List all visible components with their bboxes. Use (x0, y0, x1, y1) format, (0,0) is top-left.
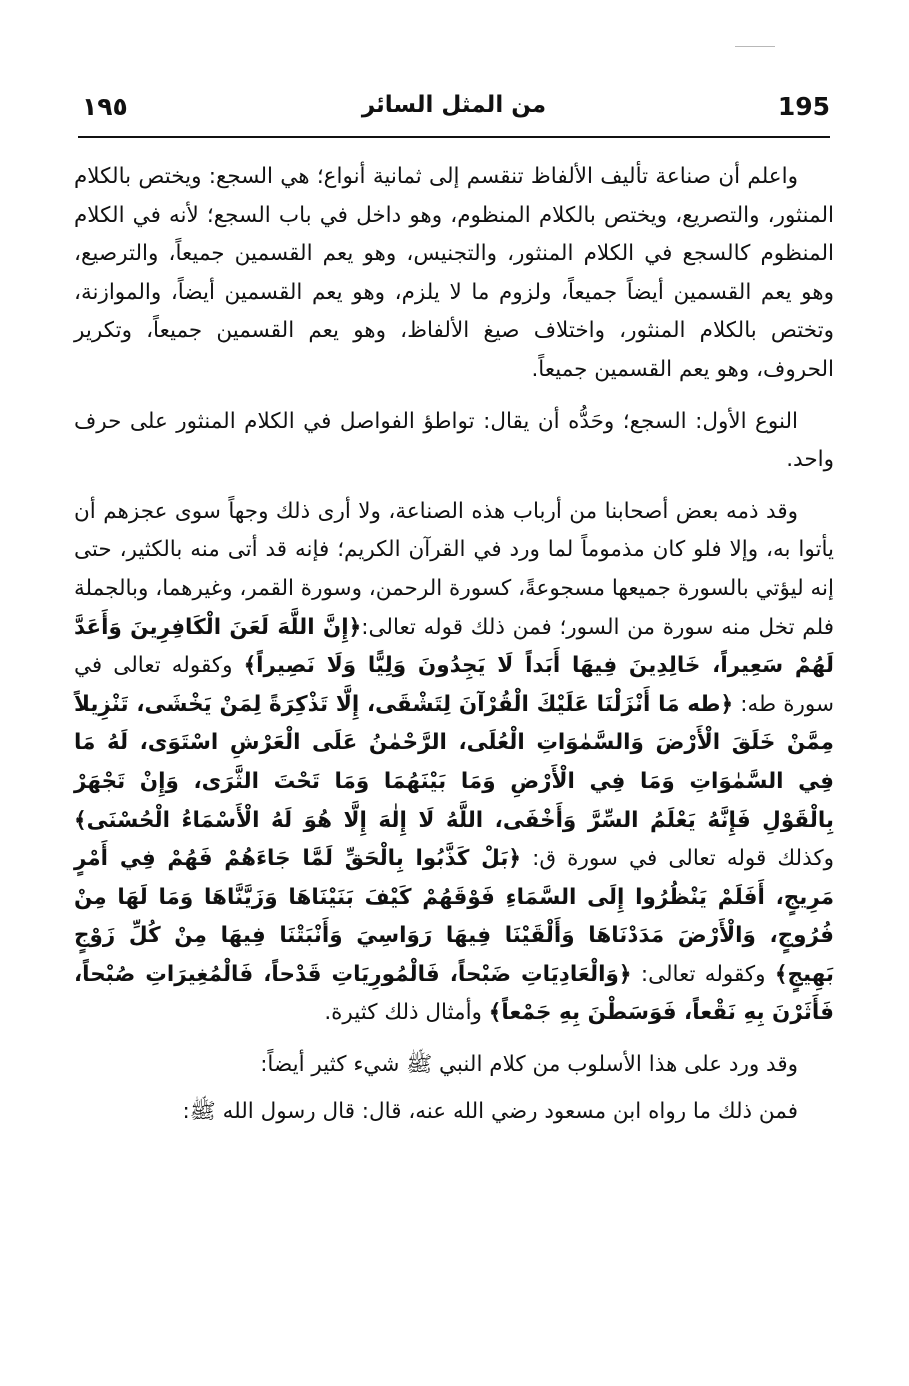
page-number-latin: 195 (777, 92, 830, 121)
header-rule (78, 136, 830, 138)
paragraph-text: وأمثال ذلك كثيرة. (324, 1000, 489, 1026)
paragraph-text: وكقوله تعالى في سورة طه: (74, 653, 834, 717)
quran-quote: ﴿وَالْعَادِيَاتِ ضَبْحاً، فَالْمُورِيَاتِ قَدْحاً، فَالْمُغِيرَاتِ صُبْحاً، فَأَثَرْنَ بِهِ نَقْعاً، فَوَسَطْنَ بِهِ جَمْعاً﴾ (74, 961, 834, 1026)
scan-mark (735, 46, 775, 47)
page-number-arabic: ١٩٥ (82, 92, 128, 121)
page-header (78, 92, 830, 132)
paragraph-quran-examples (74, 493, 834, 1033)
quran-quote: ﴿إِنَّ اللَّهَ لَعَنَ الْكَافِرِينَ وَأَعَدَّ لَهُمْ سَعِيراً، خَالِدِينَ فِيهَا أَبَداً لَا يَجِدُونَ وَلِيًّا وَلَا نَصِيراً﴾ (74, 614, 834, 679)
paragraph-definition-of-saj: النوع الأول: السجع؛ وحَدُّه أن يقال: تواطؤ الفواصل في الكلام المنثور على حرف واحد. (74, 408, 834, 473)
paragraph-text: وكقوله تعالى: (631, 961, 775, 987)
text-body (74, 158, 834, 1144)
quran-quote: ﴿بَلْ كَذَّبُوا بِالْحَقِّ لَمَّا جَاءَهُمْ فَهُمْ فِي أَمْرٍ مَرِيجٍ، أَفَلَمْ يَنْظُرُوا إِلَى السَّمَاءِ فَوْقَهُمْ كَيْفَ بَنَيْنَاهَا وَزَيَّنَّاهَا وَمَا لَهَا مِنْ فُرُوجٍ، وَالْأَرْضَ مَدَدْنَاهَا وَأَلْقَيْنَا فِيهَا رَوَاسِيَ وَأَنْبَتْنَا فِيهَا مِنْ كُلِّ زَوْجٍ بَهِيجٍ﴾ (74, 846, 834, 987)
running-title: من المثل السائر (361, 92, 547, 118)
paragraph-text: وقد ذمه بعض أصحابنا من أرباب هذه الصناعة، ولا أرى ذلك وجهاً سوى عجزهم أن يأتوا به، وإلا فلو كان مذموماً لما ورد في القرآن الكريم؛ فإنه قد أتى منه بالكثير، حتى إنه ليؤتي بالسورة جميعها مسجوعةً، كسورة الرحمن، وسورة القمر، وغيرهما، وبالجملة فلم تخل منه سورة من السور؛ فمن ذلك قوله تعالى: (74, 498, 834, 640)
paragraph-types-of-composition: واعلم أن صناعة تأليف الألفاظ تنقسم إلى ثمانية أنواع؛ هي السجع: ويختص بالكلام المنثور، والتصريع، ويختص بالكلام المنظوم، وهو داخل في باب السجع؛ لأنه في الكلام المنظوم كالسجع في الكلام المنثور، والتجنيس، وهو يعم القسمين جميعاً، والترصيع، وهو يعم القسمين أيضاً جميعاً، ولزوم ما لا يلزم، وهو يعم القسمين أيضاً، والموازنة، وتختص بالكلام المنثور، واختلاف صيغ الألفاظ، وهو يعم القسمين جميعاً، وتكرير الحروف، وهو يعم القسمين جميعاً. (74, 164, 834, 382)
paragraph-prophet-speech: وقد ورد على هذا الأسلوب من كلام النبي ﷺ شيء كثير أيضاً: (260, 1052, 798, 1078)
paragraph-hadith-intro: فمن ذلك ما رواه ابن مسعود رضي الله عنه، قال: قال رسول الله ﷺ: (182, 1098, 798, 1124)
quran-quote: ﴿طه مَا أَنْزَلْنَا عَلَيْكَ الْقُرْآنَ لِتَشْقَى، إِلَّا تَذْكِرَةً لِمَنْ يَخْشَى، تَنْزِيلاً مِمَّنْ خَلَقَ الْأَرْضَ وَالسَّمٰوَاتِ الْعُلَى، الرَّحْمٰنُ عَلَى الْعَرْشِ اسْتَوَى، لَهُ مَا فِي السَّمٰوَاتِ وَمَا فِي الْأَرْضِ وَمَا بَيْنَهُمَا وَمَا تَحْتَ الثَّرَى، وَإِنْ تَجْهَرْ بِالْقَوْلِ فَإِنَّهُ يَعْلَمُ السِّرَّ وَأَخْفَى، اللَّهُ لَا إِلٰهَ إِلَّا هُوَ لَهُ الْأَسْمَاءُ الْحُسْنَى﴾ (74, 691, 834, 833)
paragraph-text: وكذلك قوله تعالى في سورة ق: (521, 846, 834, 872)
